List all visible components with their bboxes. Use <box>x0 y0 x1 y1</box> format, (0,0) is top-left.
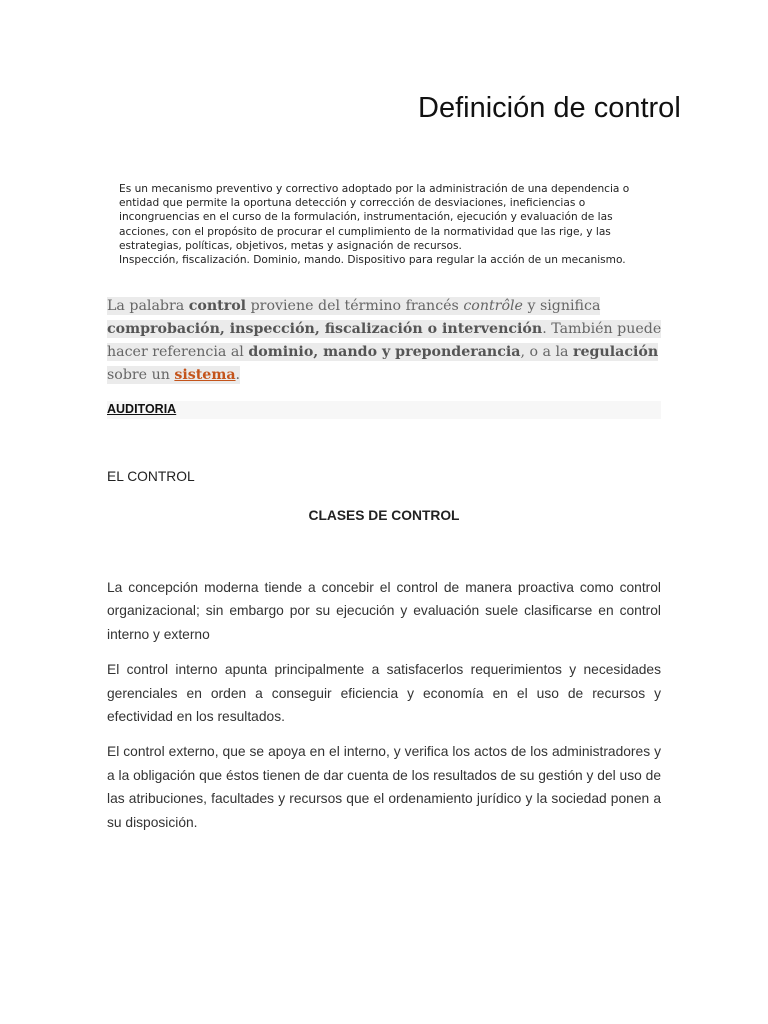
page-title: Definición de control <box>418 92 681 124</box>
definition-block <box>119 182 659 267</box>
quote-text: sobre un <box>107 367 175 383</box>
definition-paragraph: Es un mecanismo preventivo y correctivo adoptado por la administración de una dependencia o entidad que permite la oportuna detección y corrección de desviaciones, ineficiencias o incongruencias en el curso de la formulación, instrumentación, ejecución y evaluación de las acciones, con el propósito de procurar el cumplimiento de la normatividad que las rige, y las estrategias, políticas, objetivos, metas y asignación de recursos. <box>119 183 630 252</box>
quote-bold-control: control <box>188 298 247 314</box>
quote-text: y significa <box>522 298 601 314</box>
el-control-heading: EL CONTROL <box>107 469 195 484</box>
quote-text: . También puede hacer referencia al <box>107 321 662 360</box>
body-text <box>107 576 661 846</box>
quote-text: , o a la <box>520 344 574 360</box>
quote-bold-meanings: comprobación, inspección, fiscalización o intervención <box>107 321 543 337</box>
definition-synonyms: Inspección, fiscalización. Dominio, mando. Dispositivo para regular la acción de un mecanismo. <box>119 254 626 267</box>
auditoria-highlight <box>107 401 661 419</box>
etymology-quote <box>107 295 667 387</box>
quote-text: La palabra <box>107 298 189 314</box>
quote-text: . <box>235 367 241 383</box>
body-paragraph-1: La concepción moderna tiende a concebir el control de manera proactiva como control organizacional; sin embargo por su ejecución y evaluación suele clasificarse en control interno y externo <box>107 580 661 642</box>
body-paragraph-2: El control interno apunta principalmente a satisfacerlos requerimientos y necesidades gerenciales en orden a conseguir eficiencia y economía en el uso de recursos y efectividad en los resultados. <box>107 662 661 725</box>
quote-bold-regulacion: regulación <box>573 344 659 360</box>
quote-text: proviene del término francés <box>246 298 464 314</box>
clases-de-control-heading: CLASES DE CONTROL <box>308 508 460 523</box>
body-paragraph-3: El control externo, que se apoya en el interno, y verifica los actos de los administradores y a la obligación que éstos tienen de dar cuenta de los resultados de su gestión y del uso de las atribuciones, facultades y recursos que el ordenamiento jurídico y la sociedad ponen a su disposición. <box>107 744 661 830</box>
sistema-link[interactable]: sistema <box>174 367 236 383</box>
quote-italic-controle: contrôle <box>463 298 523 314</box>
auditoria-heading: AUDITORIA <box>107 402 177 416</box>
quote-bold-dominio: dominio, mando y preponderancia <box>248 344 521 360</box>
quote-line <box>107 297 661 384</box>
